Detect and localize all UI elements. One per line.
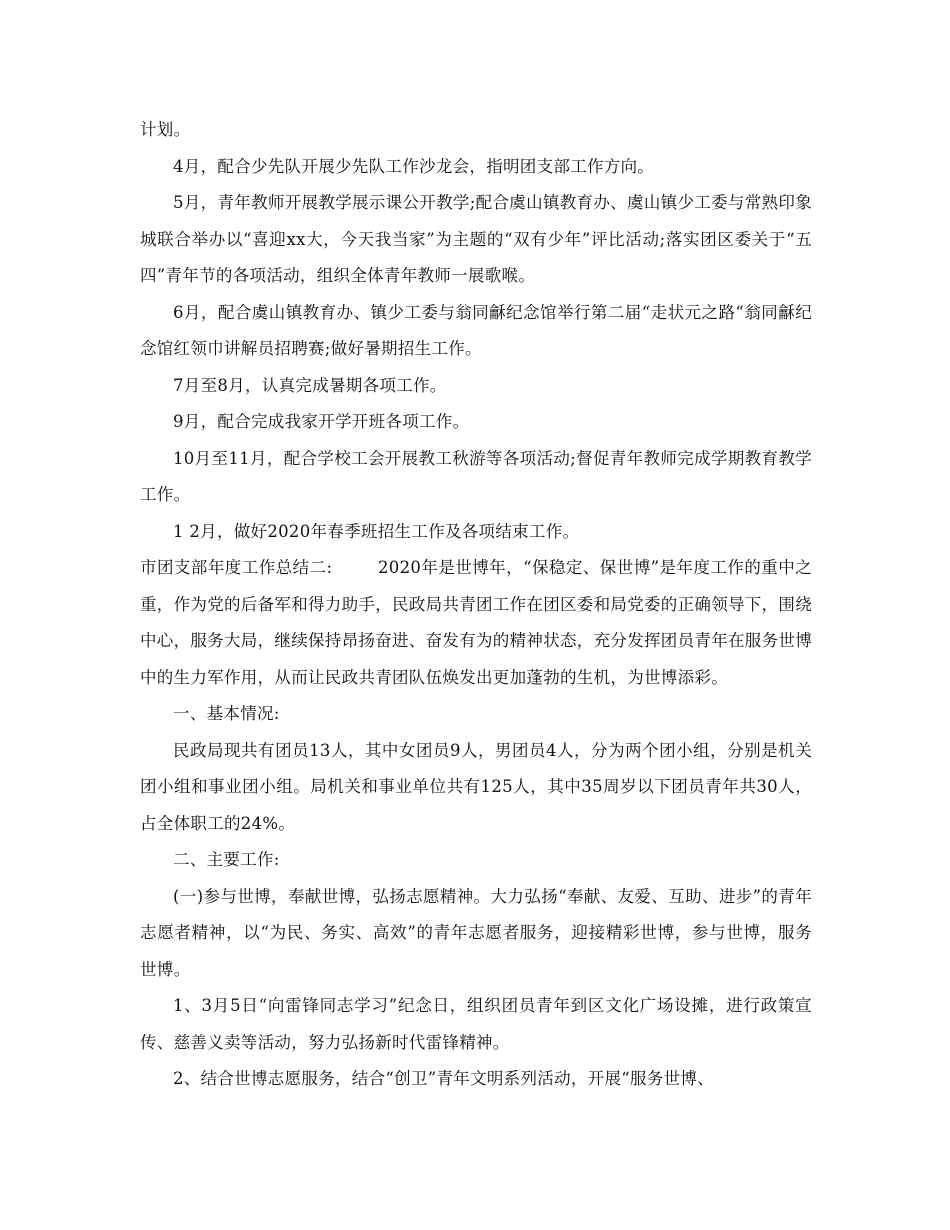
paragraph-december: 1 2月，做好2020年春季班招生工作及各项结束工作。 bbox=[173, 521, 580, 541]
paragraph-september: 9月，配合完成我家开学开班各项工作。 bbox=[173, 412, 470, 431]
paragraph-october-november: 10月至11月，配合学校工会开展教工秋游等各项活动;督促青年教师完成学期教育教学工作。 bbox=[140, 448, 812, 504]
paragraph-june: 6月，配合虞山镇教育办、镇少工委与翁同龢纪念馆举行第二届“走状元之路“翁同龢纪念馆红领巾讲解员招聘赛;做好暑期招生工作。 bbox=[140, 302, 812, 358]
document-body bbox=[140, 112, 812, 1098]
paragraph-expo-service: 2、结合世博志愿服务，结合“创卫”青年文明系列活动，开展“服务世博、 bbox=[173, 1069, 715, 1088]
paragraph-may: 5月，青年教师开展教学展示课公开教学;配合虞山镇教育办、虞山镇少工委与常熟印象城联合举办以“喜迎xx大，今天我当家”为主题的“双有少年”评比活动;落实团区委关于“五四”青年节的各项活动，组织全体青年教师一展歌喉。 bbox=[140, 193, 812, 285]
paragraph-summary-two: 市团支部年度工作总结二: 2020年是世博年，“保稳定、保世博”是年度工作的重中之重，作为党的后备军和得力助手，民政局共青团工作在团区委和局党委的正确领导下，围绕中心，服务大局，继续保持昂扬奋进、奋发有为的精神状态，充分发挥团员青年在服务世博中的生力军作用，从而让民政共青团队伍焕发出更加蓬勃的生机，为世博添彩。 bbox=[140, 558, 812, 687]
paragraph-plan-tail: 计划。 bbox=[140, 120, 191, 139]
paragraph-member-statistics: 民政局现共有团员13人，其中女团员9人，男团员4人，分为两个团小组，分别是机关团小组和事业团小组。局机关和事业单位共有125人，其中35周岁以下团员青年共30人，占全体职工的24%。 bbox=[140, 740, 812, 833]
section-heading-basic-situation: 一、基本情况: bbox=[173, 704, 280, 723]
paragraph-july-august: 7月至8月，认真完成暑期各项工作。 bbox=[173, 375, 447, 395]
paragraph-expo-volunteer: (一)参与世博，奉献世博，弘扬志愿精神。大力弘扬“奉献、友爱、互助、进步”的青年志愿者精神，以“为民、务实、高效”的青年志愿者服务，迎接精彩世博，参与世博，服务世博。 bbox=[140, 886, 812, 979]
paragraph-lei-feng-day: 1、3月5日“向雷锋同志学习”纪念日，组织团员青年到区文化广场设摊，进行政策宣传、慈善义卖等活动，努力弘扬新时代雷锋精神。 bbox=[140, 996, 812, 1052]
section-heading-main-work: 二、主要工作: bbox=[173, 850, 280, 869]
paragraph-april: 4月，配合少先队开展少先队工作沙龙会，指明团支部工作方向。 bbox=[173, 156, 655, 176]
